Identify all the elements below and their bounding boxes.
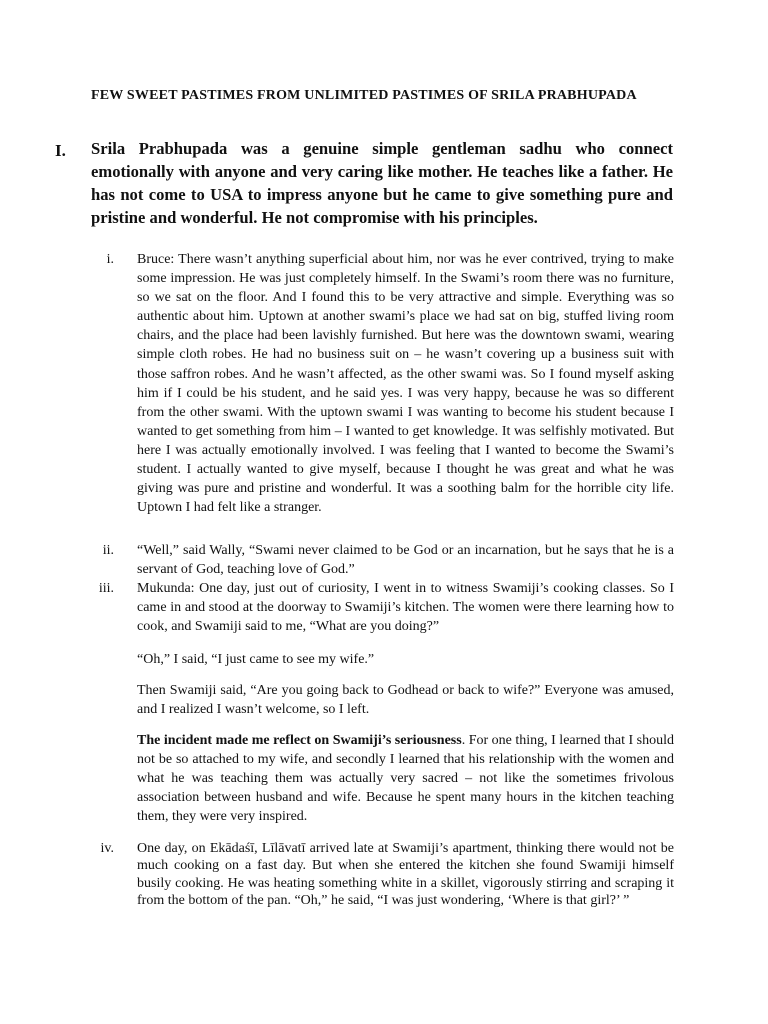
list-item-number: i. [106,252,114,267]
paragraph: “Oh,” I said, “I just came to see my wife.” [137,652,375,667]
paragraph: Then Swamiji said, “Are you going back to Godhead or back to wife?” Everyone was amused, and I realized I wasn’t welcome, so I left. [137,683,674,718]
document-title: FEW SWEET PASTIMES FROM UNLIMITED PASTIMES OF SRILA PRABHUPADA [91,88,637,103]
section-number: I. [55,141,66,160]
list-item-number: iv. [100,841,114,856]
paragraph [137,731,674,826]
section-heading: Srila Prabhupada was a genuine simple gentleman sadhu who connect emotionally with anyone and very caring like mother. He teaches like a father. He has not come to USA to impress anyone but he came to give something pure and pristine and wonderful. He not compromise with his principles. [91,139,673,227]
paragraph-text: . For one thing, I learned that I should not be so attached to my wife, and secondly I learned that his relationship with the women and what he was teaching them was actually very sacred – not like the sometimes frivolous association between husband and wife. Because he spent many hours in the kitchen teaching them, they were very inspired. [137,733,674,825]
list-item-text: “Well,” said Wally, “Swami never claimed to be God or an incarnation, but he says that he is a servant of God, teaching love of God.” [137,543,674,578]
list-item-number: ii. [102,543,114,558]
list-item-text: Mukunda: One day, just out of curiosity, I went in to witness Swamiji’s cooking classes. So I came in and stood at the doorway to Swamiji’s kitchen. The women were there learning how to cook, and Swamiji said to me, “What are you doing?” [137,581,674,635]
emphasis-text: The incident made me reflect on Swamiji’s seriousness [137,733,462,748]
list-item-text: Bruce: There wasn’t anything superficial about him, nor was he ever contrived, trying to make some impression. He was just completely himself. In the Swami’s room there was no furniture, so we sat on the floor. And I found this to be very attractive and simple. Everything was so authentic about him. Uptown at another swami’s place we had sat on big, stuffed living room chairs, and the place had been lavishly furnished. But here was the downtown swami, wearing simple cloth robes. He had no business suit on – he wasn’t covering up a business suit with those saffron robes. And he wasn’t affected, as the other swami was. So I found myself asking him if I could be his student, and he said yes. I was very happy, because he was so different from the other swami. With the uptown swami I was wanting to become his student because I wanted to get something from him – I wanted to get knowledge. It was selfishly motivated. But here I was actually emotionally involved. I was feeling that I wanted to become the Swami’s student. I actually wanted to give myself, because I thought he was great and what he was giving was pure and pristine and wonderful. It was a soothing balm for the horrible city life. Uptown I had felt like a stranger. [137,252,674,516]
list-item-text: One day, on Ekādaśī, Līlāvatī arrived late at Swamiji’s apartment, thinking there would not be much cooking on a fast day. But when she entered the kitchen she found Swamiji himself busily cooking. He was heating something white in a skillet, vigorously stirring and scraping it from the bottom of the pan. “Oh,” he said, “I was just wondering, ‘Where is that girl?’ ” [137,841,674,909]
list-item-number: iii. [98,581,114,596]
